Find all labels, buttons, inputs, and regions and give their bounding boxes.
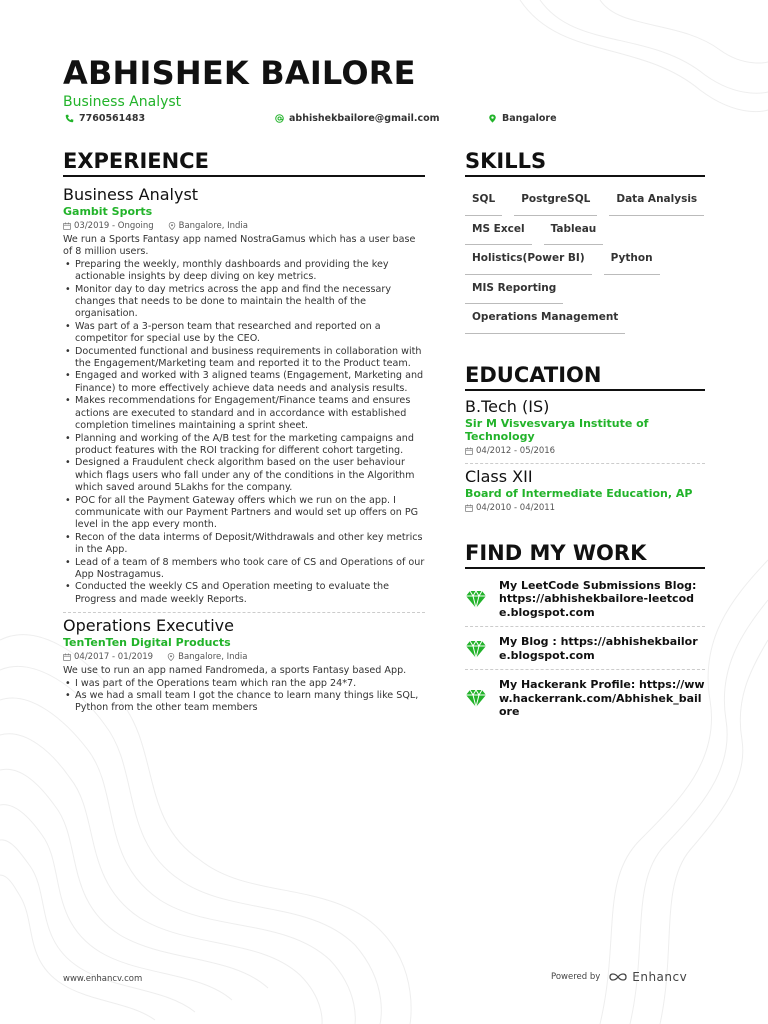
job-summary: We use to run an app named Fandromeda, a sports Fantasy based App.	[63, 665, 407, 677]
list-item: • Lead of a team of 8 members who took care of CS and Operations of our App Nostragamus.	[63, 557, 425, 582]
location-pin-icon	[168, 222, 176, 230]
list-item: • POC for all the Payment Gateway offers which we run on the app. I communicate with our Payment Partners and would set up offers on PG level in the app every month.	[63, 495, 425, 532]
footer-powered-by[interactable]	[551, 970, 687, 984]
job-dates: 04/2017 - 01/2019	[74, 652, 154, 663]
diamond-icon	[465, 638, 487, 660]
resume-header	[63, 54, 723, 111]
job-location: Bangalore, India	[178, 221, 249, 231]
job-bullets	[63, 259, 425, 606]
calendar-icon	[465, 504, 473, 512]
find-my-work-heading: FIND MY WORK	[465, 540, 705, 569]
job-company: Gambit Sports	[63, 205, 153, 218]
list-item: • Preparing the weekly, monthly dashboards and providing the key actionable insights by deep diving on key metrics.	[63, 259, 425, 284]
job-company: TenTenTen Digital Products	[63, 636, 231, 650]
skill-tag: MS Excel	[465, 216, 532, 246]
list-item: • Engaged and worked with 3 aligned teams (Engagement, Marketing and Finance) to more effectively achieve data needs and analysis results.	[63, 370, 425, 395]
location-pin-icon	[488, 114, 497, 123]
divider	[465, 463, 705, 464]
divider	[465, 669, 705, 670]
location-pin-icon	[167, 653, 175, 661]
skill-tag: Tableau	[544, 216, 604, 246]
calendar-icon	[63, 653, 71, 661]
footer-site-link[interactable]: www.enhancv.com	[63, 974, 143, 984]
job-role: Operations Executive	[63, 616, 234, 636]
divider	[63, 612, 425, 613]
powered-by-label: Powered by	[551, 972, 601, 982]
list-item: • Was part of a 3-person team that researched and reported on a competitor for special use by the CEO.	[63, 321, 425, 346]
skills-heading: SKILLS	[465, 148, 705, 177]
education-entry	[465, 467, 705, 514]
candidate-title: Business Analyst	[63, 94, 182, 110]
education-school: Board of Intermediate Education, AP	[465, 486, 693, 500]
divider	[465, 626, 705, 627]
work-link-text: My LeetCode Submissions Blog: https://abhishekbailore-leetcode.blogspot.com	[499, 578, 697, 619]
work-link-text: My Blog : https://abhishekbailore.blogspot.com	[499, 635, 698, 662]
job-entry	[63, 616, 425, 715]
location-text: Bangalore	[502, 113, 557, 124]
education-entry	[465, 397, 705, 457]
experience-column	[63, 148, 425, 715]
job-meta	[63, 220, 425, 232]
work-link-text: My Hackerank Profile: https://www.hackerrank.com/Abhishek_bailore	[499, 678, 705, 718]
email-text: abhishekbailore@gmail.com	[289, 113, 440, 124]
skill-tag: PostgreSQL	[514, 186, 597, 216]
job-bullets	[63, 678, 425, 715]
contact-location	[488, 113, 557, 124]
education-heading: EDUCATION	[465, 362, 705, 391]
enhancv-logo	[608, 970, 687, 984]
list-item: • Documented functional and business requirements in collaboration with the Engagement/Marketing team and reported it to the Product team.	[63, 346, 425, 371]
education-school: Sir M Visvesvarya Institute of Technology	[465, 416, 649, 443]
diamond-icon	[465, 687, 487, 709]
enhancv-logo-icon	[608, 971, 628, 983]
list-item: • As we had a small team I got the chance to learn many things like SQL, Python from the other team members	[63, 690, 425, 715]
list-item: • I was part of the Operations team which ran the app 24*7.	[63, 678, 425, 690]
job-dates: 03/2019 - Ongoing	[74, 221, 154, 231]
work-link-item[interactable]	[465, 635, 705, 662]
job-meta	[63, 651, 425, 663]
skill-tag: Operations Management	[465, 304, 625, 334]
list-item: • Makes recommendations for Engagement/Finance teams and ensures actions are executed to standard and in accordance with established completion timelines maintaining a sprint sheet.	[63, 395, 425, 432]
work-link-item[interactable]	[465, 678, 705, 719]
diamond-icon	[465, 588, 487, 610]
experience-heading: EXPERIENCE	[63, 148, 425, 177]
education-degree: B.Tech (IS)	[465, 396, 550, 416]
list-item: • Conducted the weekly CS and Operation meeting to evaluate the Progress and made weekly Reports.	[63, 581, 425, 606]
list-item: • Recon of the data interms of Deposit/Withdrawals and other key metrics in the App.	[63, 532, 425, 557]
education-degree: Class XII	[465, 466, 533, 486]
candidate-name: ABHISHEK BAILORE	[63, 54, 416, 92]
skill-tag: SQL	[465, 186, 502, 216]
skill-tag: Python	[604, 245, 660, 275]
education-dates: 04/2012 - 05/2016	[476, 445, 556, 456]
job-summary: We run a Sports Fantasy app named NostraGamus which has a user base of 8 million users.	[63, 234, 416, 258]
contact-email[interactable]	[275, 113, 440, 124]
skills-list	[465, 186, 705, 334]
calendar-icon	[465, 447, 473, 455]
phone-icon	[65, 114, 74, 123]
enhancv-brand-text: Enhancv	[632, 970, 688, 984]
work-link-item[interactable]	[465, 579, 705, 620]
job-entry	[63, 185, 425, 606]
education-dates: 04/2010 - 04/2011	[476, 502, 556, 513]
contact-bar	[63, 113, 723, 127]
list-item: • Monitor day to day metrics across the app and find the necessary changes that needs to be done to maintain the health of the organisation.	[63, 284, 425, 321]
list-item: • Designed a Fraudulent check algorithm based on the user behaviour which flags users who fall under any of the conditions in the Algorithm which saved around 5Lakhs for the company.	[63, 457, 425, 494]
at-sign-icon	[275, 114, 284, 123]
phone-text: 7760561483	[79, 113, 146, 124]
sidebar-column	[465, 148, 705, 719]
skill-tag: Holistics(Power BI)	[465, 245, 592, 275]
job-role: Business Analyst	[63, 185, 199, 204]
calendar-icon	[63, 222, 71, 230]
job-location: Bangalore, India	[178, 652, 248, 663]
skill-tag: MIS Reporting	[465, 275, 563, 305]
contact-phone[interactable]	[65, 113, 145, 124]
list-item: • Planning and working of the A/B test for the marketing campaigns and product features with the ROI tracking for different cohort targeting.	[63, 433, 425, 458]
skill-tag: Data Analysis	[609, 186, 704, 216]
